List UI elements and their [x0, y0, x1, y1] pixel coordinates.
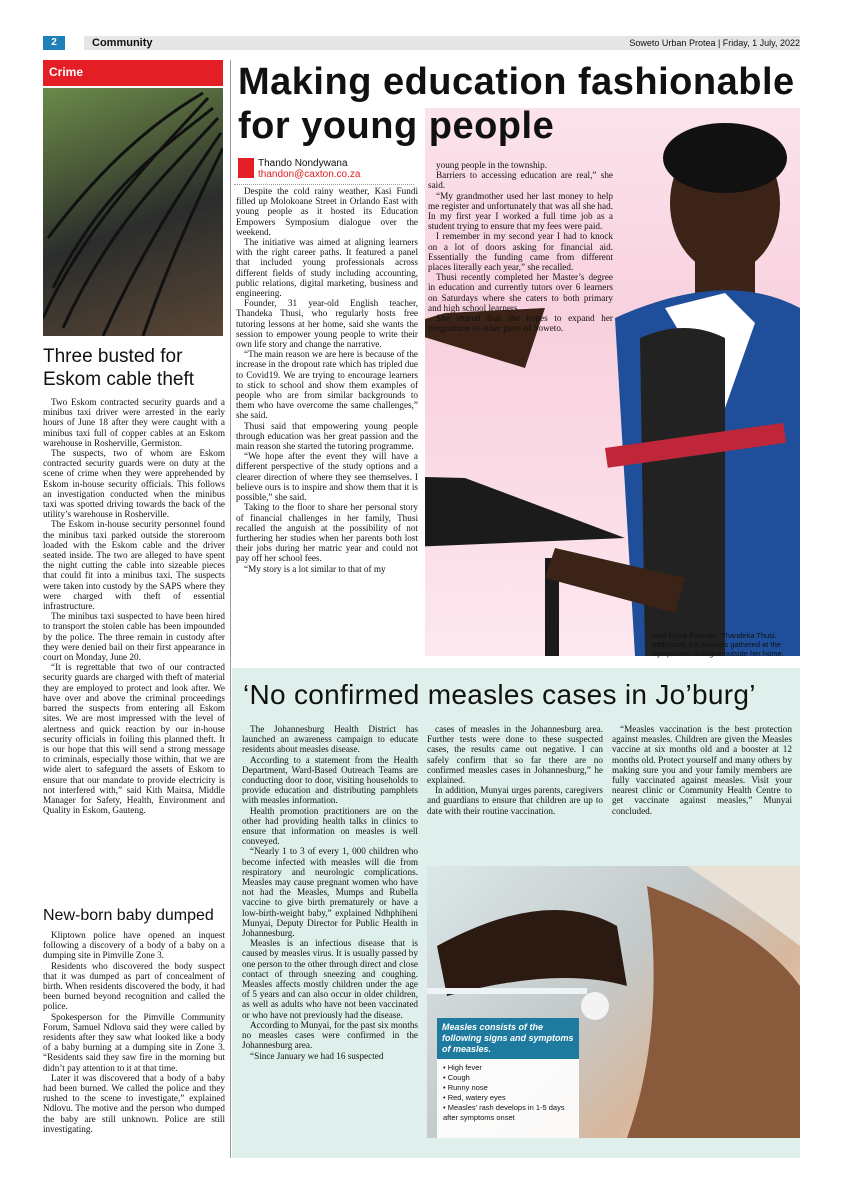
paragraph: “Nearly 1 to 3 of every 1, 000 children who become infected with measles will die from respiratory and neurologic complications. Measles may cause pregnant women who have not had the Measles, Mumps and Rubella vaccine to give birth prematurely or have a low-birth-weight baby,” explained Ndhphiheni Munyai, Deputy Director for Public Health in Johannesburg.	[242, 846, 418, 939]
list-item: • Red, watery eyes	[443, 1093, 506, 1102]
column-divider	[230, 60, 231, 1158]
paragraph: “Measles vaccination is the best protection against measles. Children are given the Measles vaccine at six months old and a booster at 12 months old. Protect yourself and many others by making sure you and your family members are fully vaccinated against measles. Visit your nearest clinic or Community Health Centre to get vaccinate against measles,” Munyai concluded.	[612, 724, 792, 816]
paragraph: Kliptown police have opened an inquest following a discovery of a body of a baby on a dumping site in Pimville Zone 3.	[43, 930, 225, 961]
author-icon	[238, 158, 254, 178]
paragraph: Residents who discovered the body suspect that it was dumped as part of concealment of birth. When residents discovered the body, it had been burned beyond recognition and called the police.	[43, 960, 225, 1012]
paragraph: Health promotion practitioners are on the other had providing health talks in clinics to ensure that information on measles is well conveyed.	[242, 805, 418, 847]
paragraph: Taking to the floor to share her personal story of financial challenges in her family, Thusi recalled the anguish at the possibility of not furthering her studies when her parents both lost their jobs during her matric year and could not pay off her school fees.	[236, 502, 418, 564]
paragraph: Measles is an infectious disease that is caused by measles virus. It is usually passed by one person to the other through direct and close contact of through sneezing and coughing. Measles affects mostly children under the age of 5 years and can also occur in older children, as well as adults who have not been vaccinated or who have not previously had the disease.	[242, 938, 418, 1020]
story2-body	[43, 930, 225, 1134]
section-label: Community	[92, 37, 153, 49]
paragraph: “Since January we had 16 suspected	[250, 1050, 384, 1061]
paragraph: cases of measles in the Johannesburg area. Further tests were done to these suspected cases, the results came out negative. I can safely confirm that so far there are no confirmed measles cases in Johannesburg,” he explained.	[427, 724, 603, 786]
symptoms-title: Measles consists of the following signs and symptoms of measles.	[437, 1018, 579, 1059]
paragraph: Founder, 31 year-old English teacher, Thandeka Thusi, who regularly hosts free tutoring lessons at her home, said she wants the session to empower young people to write their own life story and change the narrative.	[236, 298, 418, 350]
paragraph: According to a statement from the Health Department, Ward-Based Outreach Teams are conducting door to door, visiting households to provide education and distributing pamphlets with measles information.	[242, 754, 418, 806]
paragraph: Thusi said that empowering young people through education was her great passion and the main reason she started the tutoring programme.	[236, 420, 418, 452]
paragraph: Despite the cold rainy weather, Kasi Fundi filled up Molokoane Street in Orlando East with young people as it hosted its Education Empowers Symposium dialogue over the weekend.	[236, 186, 418, 237]
main-headline: Making education fashionable for young people	[238, 61, 795, 147]
paragraph: Later it was discovered that a body of a baby had been burned. We called the police and they rushed to the scene to investigate,” explained Ndlovu. The motive and the person who dumped the baby are still unknown. Police are still investigating.	[43, 1072, 225, 1134]
symptoms-box	[437, 1018, 579, 1138]
paragraph: “It is regrettable that two of our contracted security guards are charged with theft of material they are employed to protect and look after. We have over and above the criminal proceedings barred the suspects from entering all Eskom sites. We are most impressed with the level of alertness and quick reaction by our in-house security officials in foiling this planned theft. It is our hope that this will send a strong message to criminals, especially those within, that we are wide alert to safeguard the assets of Eskom to ensure that our mandate to provide electricity is not interfered with,” said Kith Maitsa, Middle Manager for Safety, Health, Environment and Quality in Eskom, Gauteng.	[43, 662, 225, 816]
paragraph: Spokesperson for the Pimville Community Forum, Samuel Ndlovu said they were called by residents after they saw what looked like a body of a baby burning at a dumping site in Zone 3. “Residents said they saw fire in the morning but didn’t pay attention to it at that time.	[43, 1011, 225, 1073]
measles-col3	[612, 724, 792, 816]
list-item: • High fever	[443, 1063, 482, 1072]
author-email[interactable]: thandon@caxton.co.za	[258, 169, 361, 180]
paragraph: I remember in my second year I had to knock on a lot of doors asking for financial aid. Essentially the funding came from different places literally each year,” she recalled.	[428, 231, 613, 273]
paragraph: The minibus taxi suspected to have been hired to transport the stolen cable has been impounded by the police. The three remain in custody after they were denied bail on their first appearance in court on Monday, June 20.	[43, 611, 225, 663]
author-byline	[258, 158, 360, 180]
paper-info: Soweto Urban Protea | Friday, 1 July, 2022	[629, 38, 800, 48]
measles-headline: ‘No confirmed measles cases in Jo’burg’	[243, 679, 756, 710]
paragraph: “The main reason we are here is because of the increase in the dropout rate which has tripled due to Covid19. We are trying to encourage learners to stick to school and show them examples of people who are from similar backgrounds to them who have overcome the same challenges,” she said.	[236, 349, 418, 421]
paragraph: The initiative was aimed at aligning learners with the right career paths. It featured a panel that included young professionals across different fields of study including accounting, public relations, digital marketing, business and engineering.	[236, 237, 418, 299]
main-col1	[236, 186, 418, 574]
main-col2	[428, 160, 613, 333]
list-item: • Measles’ rash develops in 1-5 days after symptoms onset	[443, 1103, 565, 1122]
paragraph: According to Munyai, for the past six months no measles cases were confirmed in the Johannesburg area.	[242, 1019, 418, 1051]
paragraph: She shared that she hopes to expand her programme to other parts of Soweto.	[428, 313, 613, 334]
story1-body	[43, 397, 225, 815]
paragraph: Two Eskom contracted security guards and a minibus taxi driver were arrested in the early hours of June 18 after they were caught with a minibus taxi full of copper cables at an Eskom warehouse in Rosherville, Germiston.	[43, 397, 225, 448]
crime-label: Crime	[43, 60, 223, 86]
page-number: 2	[43, 36, 65, 50]
paragraph: The Johannesburg Health District has launched an awareness campaign to educate residents about measles disease.	[242, 724, 418, 755]
paragraph: young people in the township.	[436, 160, 548, 170]
paragraph: “My grandmother used her last money to help me register and unfortunately that was all she had. In my first year I worked a full time job as a student trying to ensure that my fees were paid.	[428, 190, 613, 232]
cable-lines	[43, 88, 223, 336]
paragraph: In addition, Munyai urges parents, caregivers and guardians to ensure that children are up to date with their routine vaccination.	[427, 785, 603, 816]
paragraph: “My story is a lot similar to that of my	[244, 563, 386, 574]
author-name: Thando Nondywana	[258, 158, 348, 169]
byline-rule	[234, 184, 414, 185]
symptoms-list	[437, 1059, 579, 1127]
paragraph: Barriers to accessing education are real,” she said.	[428, 170, 613, 191]
paragraph: “We hope after the event they will have a different perspective of the study options and a clearer direction of where they see themselves. I believe ours is to inspire and show them that it is possible,” she said.	[236, 451, 418, 503]
paragraph: The suspects, two of whom are Eskom contracted security guards were on duty at the scene of crime when they were apprehended by Eskom in-house security officials. This follows an investigation conducted when the minibus taxi was spotted driving towards the back of the utility’s warehouse in Rosherville.	[43, 448, 225, 520]
measles-col2	[427, 724, 603, 816]
paragraph: Thusi recently completed her Master’s degree in education and currently tutors over 6 learners on Saturdays where she caters to both primary and high school learners.	[428, 272, 613, 313]
list-item: • Runny nose	[443, 1083, 488, 1092]
photo-caption: Kasi Fundi Founder, Thandeka Thusi, addresses the learners gathered at the Symposium dialogue outside her home.	[652, 631, 784, 658]
list-item: • Cough	[443, 1073, 470, 1082]
story1-headline: Three busted for Eskom cable theft	[43, 346, 195, 390]
paragraph: The Eskom in-house security personnel found the minibus taxi parked outside the storeroom loaded with the Eskom cable and the driver seated inside. The two are alleged to have spent the night cutting the cable into sizeable pieces that could fit into a minibus taxi. The suspects were taken into custody by the SAPS where they were charged with theft of essential infrastructure.	[43, 519, 225, 612]
story2-headline: New-born baby dumped	[43, 907, 214, 924]
measles-col1	[242, 724, 418, 1061]
cable-photo	[43, 88, 223, 336]
